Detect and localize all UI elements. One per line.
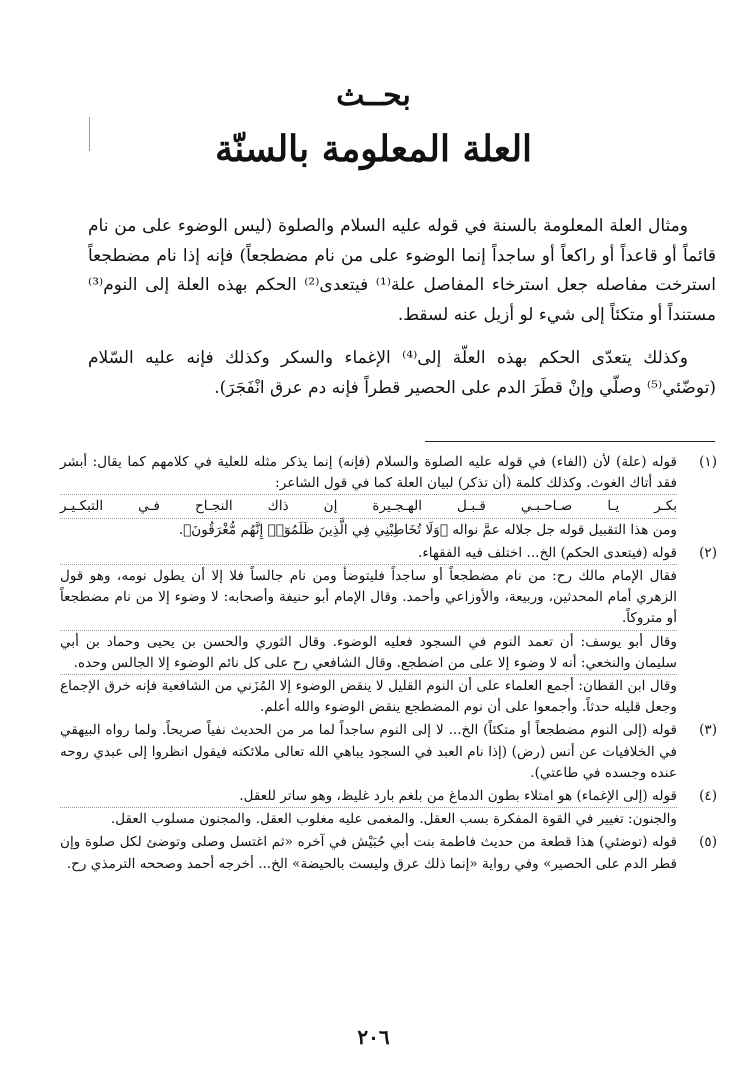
footnote-2 xyxy=(60,543,717,719)
footnote-text: قوله (علة) لأن (الفاء) في قوله عليه الصلوة والسلام (فإنه) إنما يذكر مثله للعلية في كلامهم كما يقال: أبشر فقد أتاك الغوث. وكذلك كلمة (أن تذكر) لبيان العلة كما في قول الشاعر: xyxy=(60,454,677,492)
footnote-text: ومن هذا التقبيل قوله جل جلاله عمَّ نواله ﴿وَلَا تُخَاطِبْنِي فِي الَّذِينَ ظَلَمُوٓا۟ إِنَّهُم مُّغْرَقُونَ﴾. xyxy=(60,518,677,541)
footnote-text: وقال ابن القطان: أجمع العلماء على أن النوم القليل لا ينقض الوضوء إلا المُزَني من الشافعية فإنه خرق الإجماع وجعل قليله حدثاً. وأجمعوا على أن نوم المضطجع ينقض الوضوء والله أعلم. xyxy=(60,674,677,718)
footnote-number: (٤) xyxy=(699,788,717,805)
footnote-text: والجنون: تغيير في القوة المفكرة بسب العقل. والمغمى عليه مغلوب العقل. والمجنون مسلوب العقل. xyxy=(60,807,677,830)
page-number: ٢٠٦ xyxy=(357,1025,390,1049)
footnote-body xyxy=(60,543,677,719)
section-heading: بحــث xyxy=(336,78,411,113)
footnote-number: (٣) xyxy=(699,722,717,739)
footnote-text: قوله (إلى الإغماء) هو امتلاء بطون الدماغ من بلغم بارد غليظ، وهو ساتر للعقل. xyxy=(239,788,677,805)
footnote-number: (٢) xyxy=(699,544,717,561)
footnote-body xyxy=(60,452,677,541)
footnote-divider xyxy=(425,441,715,442)
footnote-text: وقال أبو يوسف: أن تعمد النوم في السجود فعليه الوضوء. وقال الثوري والحسن بن يحيى وحماد بن أبي سليمان والنخعي: أنه لا وضوء إلا على من اضطجع. وقال الشافعي رح على كل نائم الوضوء إلا الجالس وحده. xyxy=(60,630,677,674)
footnote-body xyxy=(60,720,677,784)
footnote-body xyxy=(60,832,677,874)
footnote-4 xyxy=(60,786,717,830)
footnote-number: (٥) xyxy=(699,834,717,851)
footnote-text: قوله (فيتعدى الحكم) الخ... اختلف فيه الفقهاء. xyxy=(418,544,677,561)
footnote-text: قوله (إلى النوم مضطجعاً أو متكئاً) الخ... لا إلى النوم ساجداً لما مر من الحديث نفياً صريحاً. ولما رواه البيهقي في الخلافيات عن أنس (رض) (إذا نام العبد في السجود يباهي الله تعالى ملائكته فيقول انظروا إلى عبدي روحه عنده وجسده في طاعتي). xyxy=(60,722,677,781)
page-title: العلة المعلومة بالسنّة xyxy=(214,128,533,170)
footnote-text: فقال الإمام مالك رح: من نام مضطجعاً أو ساجداً فليتوضأ ومن نام جالساً فلا إلا أن يطول نومه، وهو قول الزهري أمام المحدثين، وربيعة، والأوزاعي وأحمد. وقال الإمام أبو حنيفة وأصحابه: لا وضوء إلا من نام مضطجعاً أو متروكاً. xyxy=(60,564,677,630)
body-paragraph: وكذلك يتعدّى الحكم بهذه العلّة إلى⁽⁴⁾ الإغماء والسكر وكذلك فإنه عليه السّلام (توضّئي⁽⁵⁾ وصلّي وإنْ قطَرَ الدم على الحصير قطراً فإنه دم عرق انْفَجَرَ). xyxy=(88,348,716,398)
footnotes xyxy=(60,452,717,875)
footnote-3 xyxy=(60,720,717,784)
footnote-1 xyxy=(60,452,717,541)
footnote-number: (١) xyxy=(699,454,717,470)
poetry-verse: بكـر يـا صـاحـبـي قـبـل الهـجـيرة إن ذاك النجـاح فـي التبكـيـر xyxy=(60,494,677,517)
footnote-5 xyxy=(60,832,717,874)
footnote-body xyxy=(60,786,677,830)
body-paragraph: ومثال العلة المعلومة بالسنة في قوله عليه السلام والصلوة (ليس الوضوء على من نام قائماً أو قاعداً أو راكعاً أو ساجداً إنما الوضوء على من نام مضطجعاً) فإنه إذا نام مضطجعاً استرخت مفاصله جعل استرخاء المفاصل علة⁽¹⁾ فيتعدى⁽²⁾ الحكم بهذه العلة إلى النوم⁽³⁾ مستنداً أو متكئاً إلى شيء لو أزيل عنه لسقط. xyxy=(88,216,716,325)
footnote-text: قوله (توضئي) هذا قطعة من حديث فاطمة بنت أبي حُبَيْش في آخره «ثم اغتسل وصلى وتوضئ لكل صلوة وإن قطر الدم على الحصير» وفي رواية «إنما ذلك عرق وليست بالحيضة» الخ... أخرجه أحمد وصححه الترمذي رح. xyxy=(60,834,677,872)
main-text xyxy=(88,212,716,403)
